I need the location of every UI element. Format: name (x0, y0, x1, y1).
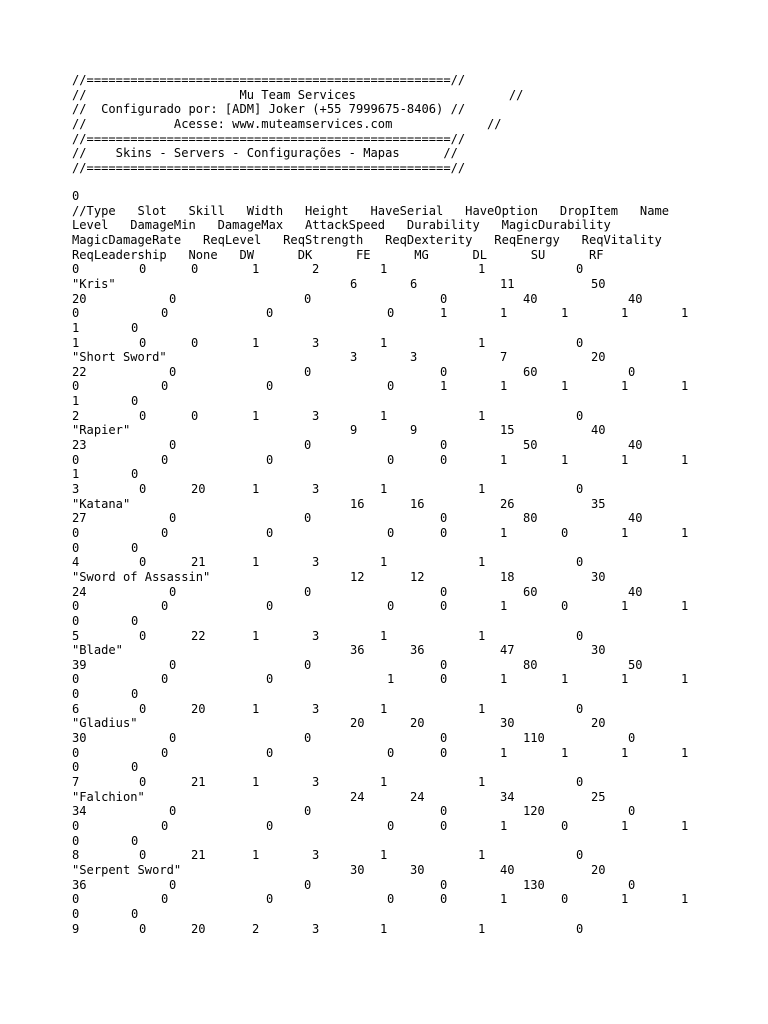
field-damage-min: 12 (410, 569, 425, 584)
field-req-vitality: 0 (161, 306, 169, 321)
field-level: 3 (350, 350, 358, 365)
field-mg: 1 (621, 306, 629, 321)
field-have-serial: 1 (380, 848, 388, 863)
field-mg: 1 (621, 599, 629, 614)
field-su: 0 (72, 540, 80, 555)
header-line: // Skins - Servers - Configurações - Mapas // (72, 146, 458, 161)
field-damage-min: 36 (410, 643, 425, 658)
field-req-vitality: 0 (161, 672, 169, 687)
field-type: 6 (72, 701, 80, 716)
field-width: 1 (252, 628, 260, 643)
field-dl: 1 (681, 306, 689, 321)
field-damage-max: 7 (500, 350, 508, 365)
header-line: // Configurado por: [ADM] Joker (+55 7999675-8406) // (72, 102, 466, 117)
field-req-level: 0 (440, 731, 448, 746)
field-slot: 0 (139, 848, 147, 863)
field-drop-item: 0 (576, 555, 584, 570)
field-drop-item: 0 (576, 335, 584, 350)
field-magic-durability: 0 (169, 657, 177, 672)
field-have-serial: 1 (380, 628, 388, 643)
field-fe: 1 (561, 452, 569, 467)
field-type: 3 (72, 482, 80, 496)
field-magic-durability: 0 (169, 291, 177, 306)
column-header-line: MagicDamageRate ReqLevel ReqStrength ReqDexterity ReqEnergy ReqVitality (72, 232, 662, 247)
field-magic-damage-rate: 0 (304, 438, 312, 453)
section-index: 0 (72, 189, 80, 203)
item-name: "Falchion" (72, 789, 145, 804)
field-req-leadership: 0 (266, 306, 274, 321)
item-name: "Kris" (72, 276, 116, 291)
field-rf: 0 (131, 613, 139, 628)
field-width: 1 (252, 775, 260, 789)
field-level: 6 (350, 276, 358, 291)
field-slot: 0 (139, 701, 147, 716)
field-attack-speed: 40 (591, 423, 606, 438)
field-drop-item: 0 (576, 848, 584, 863)
item-name: "Short Sword" (72, 350, 167, 365)
field-magic-durability: 0 (169, 511, 177, 526)
field-height: 3 (312, 408, 320, 423)
field-attack-speed: 25 (591, 789, 606, 804)
field-damage-max: 11 (500, 276, 515, 291)
field-dw: 0 (440, 525, 448, 540)
field-req-dexterity: 50 (628, 657, 643, 672)
item-name: "Rapier" (72, 423, 131, 438)
header-line: // Acesse: www.muteamservices.com // (72, 116, 502, 131)
field-req-vitality: 0 (161, 379, 169, 394)
field-req-level: 0 (440, 364, 448, 379)
field-rf: 0 (131, 760, 139, 775)
field-skill: 0 (191, 408, 199, 423)
field-skill: 20 (191, 921, 206, 936)
field-magic-damage-rate: 0 (304, 364, 312, 379)
field-magic-durability: 0 (169, 364, 177, 379)
field-dk: 1 (500, 525, 508, 540)
field-height: 3 (312, 921, 320, 936)
field-rf: 0 (131, 394, 139, 409)
field-req-level: 0 (440, 877, 448, 892)
field-dl: 1 (681, 672, 689, 687)
field-req-dexterity: 0 (628, 364, 636, 379)
field-height: 3 (312, 482, 320, 496)
field-dl: 1 (681, 892, 689, 907)
field-drop-item: 0 (576, 921, 584, 936)
field-req-vitality: 0 (161, 525, 169, 540)
field-damage-max: 40 (500, 862, 515, 877)
field-req-leadership: 0 (266, 525, 274, 540)
field-have-option: 1 (478, 262, 486, 277)
field-none: 0 (387, 452, 395, 467)
field-none: 0 (387, 599, 395, 614)
field-skill: 0 (191, 335, 199, 350)
field-req-energy: 0 (72, 599, 80, 614)
field-width: 1 (252, 335, 260, 350)
field-req-leadership: 0 (266, 452, 274, 467)
field-req-level: 0 (440, 511, 448, 526)
field-have-option: 1 (478, 555, 486, 570)
field-level: 16 (350, 496, 365, 511)
field-dk: 1 (500, 452, 508, 467)
field-req-level: 0 (440, 291, 448, 306)
field-req-strength: 60 (523, 364, 538, 379)
field-durability: 36 (72, 877, 87, 892)
field-rf: 0 (131, 540, 139, 555)
field-height: 2 (312, 262, 320, 277)
field-level: 30 (350, 862, 365, 877)
field-dk: 1 (500, 892, 508, 907)
field-dk: 1 (500, 818, 508, 833)
field-damage-max: 30 (500, 716, 515, 731)
field-req-energy: 0 (72, 892, 80, 907)
item-name: "Gladius" (72, 716, 138, 731)
field-req-vitality: 0 (161, 892, 169, 907)
field-damage-min: 6 (410, 276, 418, 291)
field-req-strength: 120 (523, 804, 545, 819)
field-damage-min: 30 (410, 862, 425, 877)
field-magic-durability: 0 (169, 731, 177, 746)
field-drop-item: 0 (576, 701, 584, 716)
field-fe: 0 (561, 525, 569, 540)
column-header-line: Level DamageMin DamageMax AttackSpeed Durability MagicDurability (72, 218, 611, 233)
header-line: //==================================================// (72, 131, 466, 146)
field-su: 1 (72, 320, 80, 335)
field-type: 0 (72, 262, 80, 277)
field-fe: 1 (561, 379, 569, 394)
field-damage-max: 15 (500, 423, 515, 438)
field-rf: 0 (131, 906, 139, 921)
field-dw: 0 (440, 599, 448, 614)
field-skill: 21 (191, 848, 206, 863)
field-fe: 0 (561, 818, 569, 833)
field-magic-damage-rate: 0 (304, 657, 312, 672)
field-level: 36 (350, 643, 365, 658)
field-req-energy: 0 (72, 379, 80, 394)
field-req-dexterity: 40 (628, 511, 643, 526)
field-have-option: 1 (478, 482, 486, 496)
field-attack-speed: 35 (591, 496, 606, 511)
field-req-energy: 0 (72, 818, 80, 833)
field-drop-item: 0 (576, 628, 584, 643)
item-name: "Blade" (72, 643, 123, 658)
field-skill: 22 (191, 628, 206, 643)
field-type: 7 (72, 775, 80, 789)
field-slot: 0 (139, 408, 147, 423)
field-magic-durability: 0 (169, 804, 177, 819)
field-slot: 0 (139, 921, 147, 936)
field-req-energy: 0 (72, 306, 80, 321)
field-req-level: 0 (440, 438, 448, 453)
field-fe: 0 (561, 892, 569, 907)
field-req-strength: 110 (523, 731, 545, 746)
field-attack-speed: 30 (591, 643, 606, 658)
field-mg: 1 (621, 525, 629, 540)
field-height: 3 (312, 701, 320, 716)
field-dl: 1 (681, 599, 689, 614)
field-none: 0 (387, 379, 395, 394)
field-damage-max: 47 (500, 643, 515, 658)
field-attack-speed: 20 (591, 350, 606, 365)
field-dw: 1 (440, 379, 448, 394)
field-durability: 34 (72, 804, 87, 819)
field-level: 24 (350, 789, 365, 804)
field-drop-item: 0 (576, 262, 584, 277)
field-dl: 1 (681, 818, 689, 833)
field-attack-speed: 20 (591, 862, 606, 877)
field-req-leadership: 0 (266, 892, 274, 907)
field-width: 1 (252, 848, 260, 863)
field-slot: 0 (139, 628, 147, 643)
field-dw: 0 (440, 818, 448, 833)
field-su: 0 (72, 613, 80, 628)
column-header-line: //Type Slot Skill Width Height HaveSerial HaveOption DropItem Name (72, 203, 670, 218)
item-name: "Serpent Sword" (72, 862, 182, 877)
field-mg: 1 (621, 672, 629, 687)
field-damage-max: 34 (500, 789, 515, 804)
field-none: 0 (387, 525, 395, 540)
field-none: 0 (387, 818, 395, 833)
field-type: 1 (72, 335, 80, 350)
field-req-vitality: 0 (161, 818, 169, 833)
field-req-energy: 0 (72, 745, 80, 760)
field-width: 2 (252, 921, 260, 936)
field-su: 1 (72, 467, 80, 482)
field-req-dexterity: 0 (628, 804, 636, 819)
field-drop-item: 0 (576, 482, 584, 496)
field-attack-speed: 20 (591, 716, 606, 731)
field-none: 1 (387, 672, 395, 687)
field-have-serial: 1 (380, 482, 388, 496)
field-fe: 1 (561, 306, 569, 321)
field-durability: 27 (72, 511, 87, 526)
field-fe: 1 (561, 672, 569, 687)
field-have-option: 1 (478, 701, 486, 716)
field-req-dexterity: 0 (628, 731, 636, 746)
field-height: 3 (312, 775, 320, 789)
field-have-serial: 1 (380, 335, 388, 350)
field-mg: 1 (621, 892, 629, 907)
field-mg: 1 (621, 818, 629, 833)
field-dk: 1 (500, 379, 508, 394)
field-req-dexterity: 0 (628, 877, 636, 892)
field-req-strength: 80 (523, 511, 538, 526)
field-have-option: 1 (478, 921, 486, 936)
field-req-level: 0 (440, 804, 448, 819)
field-magic-damage-rate: 0 (304, 291, 312, 306)
field-height: 3 (312, 555, 320, 570)
field-req-energy: 0 (72, 452, 80, 467)
field-durability: 22 (72, 364, 87, 379)
field-req-leadership: 0 (266, 379, 274, 394)
field-skill: 21 (191, 775, 206, 789)
field-skill: 20 (191, 701, 206, 716)
field-su: 0 (72, 833, 80, 848)
field-damage-min: 24 (410, 789, 425, 804)
field-durability: 30 (72, 731, 87, 746)
field-none: 0 (387, 306, 395, 321)
field-req-dexterity: 40 (628, 291, 643, 306)
field-type: 8 (72, 848, 80, 863)
field-dl: 1 (681, 525, 689, 540)
field-type: 5 (72, 628, 80, 643)
field-magic-durability: 0 (169, 438, 177, 453)
field-dk: 1 (500, 599, 508, 614)
header-line: // Mu Team Services // (72, 87, 524, 102)
field-magic-damage-rate: 0 (304, 584, 312, 599)
field-level: 20 (350, 716, 365, 731)
field-dk: 1 (500, 306, 508, 321)
field-have-serial: 1 (380, 555, 388, 570)
column-header-line: ReqLeadership None DW DK FE MG DL SU RF (72, 247, 604, 262)
field-rf: 0 (131, 833, 139, 848)
field-req-vitality: 0 (161, 452, 169, 467)
field-req-energy: 0 (72, 672, 80, 687)
field-su: 0 (72, 760, 80, 775)
field-req-vitality: 0 (161, 745, 169, 760)
field-req-dexterity: 40 (628, 584, 643, 599)
field-su: 0 (72, 687, 80, 702)
field-damage-min: 9 (410, 423, 418, 438)
item-name: "Sword of Assassin" (72, 569, 211, 584)
field-damage-min: 20 (410, 716, 425, 731)
field-req-strength: 50 (523, 438, 538, 453)
field-none: 0 (387, 892, 395, 907)
field-req-leadership: 0 (266, 599, 274, 614)
field-rf: 0 (131, 687, 139, 702)
field-req-vitality: 0 (161, 599, 169, 614)
field-have-option: 1 (478, 335, 486, 350)
field-damage-max: 18 (500, 569, 515, 584)
field-have-option: 1 (478, 775, 486, 789)
field-skill: 0 (191, 262, 199, 277)
field-durability: 20 (72, 291, 87, 306)
field-drop-item: 0 (576, 775, 584, 789)
field-width: 1 (252, 262, 260, 277)
field-slot: 0 (139, 262, 147, 277)
field-width: 1 (252, 408, 260, 423)
field-dw: 0 (440, 452, 448, 467)
field-magic-durability: 0 (169, 584, 177, 599)
field-have-serial: 1 (380, 775, 388, 789)
field-magic-damage-rate: 0 (304, 804, 312, 819)
field-attack-speed: 50 (591, 276, 606, 291)
field-mg: 1 (621, 379, 629, 394)
field-drop-item: 0 (576, 408, 584, 423)
field-fe: 0 (561, 599, 569, 614)
field-magic-damage-rate: 0 (304, 877, 312, 892)
field-req-level: 0 (440, 657, 448, 672)
item-name: "Katana" (72, 496, 131, 511)
field-height: 3 (312, 628, 320, 643)
field-req-strength: 40 (523, 291, 538, 306)
field-have-serial: 1 (380, 262, 388, 277)
field-durability: 24 (72, 584, 87, 599)
field-have-serial: 1 (380, 408, 388, 423)
field-magic-damage-rate: 0 (304, 731, 312, 746)
field-skill: 20 (191, 482, 206, 496)
field-rf: 0 (131, 467, 139, 482)
field-level: 9 (350, 423, 358, 438)
field-dk: 1 (500, 672, 508, 687)
field-type: 2 (72, 408, 80, 423)
field-req-leadership: 0 (266, 672, 274, 687)
field-height: 3 (312, 848, 320, 863)
field-dw: 0 (440, 672, 448, 687)
field-width: 1 (252, 701, 260, 716)
field-dw: 0 (440, 745, 448, 760)
field-type: 9 (72, 921, 80, 936)
field-slot: 0 (139, 482, 147, 496)
field-req-strength: 60 (523, 584, 538, 599)
field-none: 0 (387, 745, 395, 760)
field-req-energy: 0 (72, 525, 80, 540)
field-req-strength: 130 (523, 877, 545, 892)
header-line: //==================================================// (72, 160, 466, 175)
field-durability: 39 (72, 657, 87, 672)
field-have-option: 1 (478, 408, 486, 423)
field-slot: 0 (139, 555, 147, 570)
field-dw: 1 (440, 306, 448, 321)
field-req-leadership: 0 (266, 818, 274, 833)
field-damage-min: 16 (410, 496, 425, 511)
field-slot: 0 (139, 335, 147, 350)
field-su: 1 (72, 394, 80, 409)
field-mg: 1 (621, 745, 629, 760)
field-width: 1 (252, 482, 260, 496)
field-req-dexterity: 40 (628, 438, 643, 453)
field-attack-speed: 30 (591, 569, 606, 584)
field-req-level: 0 (440, 584, 448, 599)
field-have-option: 1 (478, 628, 486, 643)
field-have-option: 1 (478, 848, 486, 863)
field-skill: 21 (191, 555, 206, 570)
field-width: 1 (252, 555, 260, 570)
field-dl: 1 (681, 745, 689, 760)
field-req-leadership: 0 (266, 745, 274, 760)
field-dk: 1 (500, 745, 508, 760)
field-magic-durability: 0 (169, 877, 177, 892)
field-durability: 23 (72, 438, 87, 453)
field-dw: 0 (440, 892, 448, 907)
field-type: 4 (72, 555, 80, 570)
field-mg: 1 (621, 452, 629, 467)
field-su: 0 (72, 906, 80, 921)
field-rf: 0 (131, 320, 139, 335)
field-magic-damage-rate: 0 (304, 511, 312, 526)
field-dl: 1 (681, 379, 689, 394)
field-slot: 0 (139, 775, 147, 789)
field-have-serial: 1 (380, 921, 388, 936)
header-line: //==================================================// (72, 73, 466, 87)
field-req-strength: 80 (523, 657, 538, 672)
field-dl: 1 (681, 452, 689, 467)
field-damage-min: 3 (410, 350, 418, 365)
field-have-serial: 1 (380, 701, 388, 716)
field-fe: 1 (561, 745, 569, 760)
field-damage-max: 26 (500, 496, 515, 511)
field-level: 12 (350, 569, 365, 584)
field-height: 3 (312, 335, 320, 350)
